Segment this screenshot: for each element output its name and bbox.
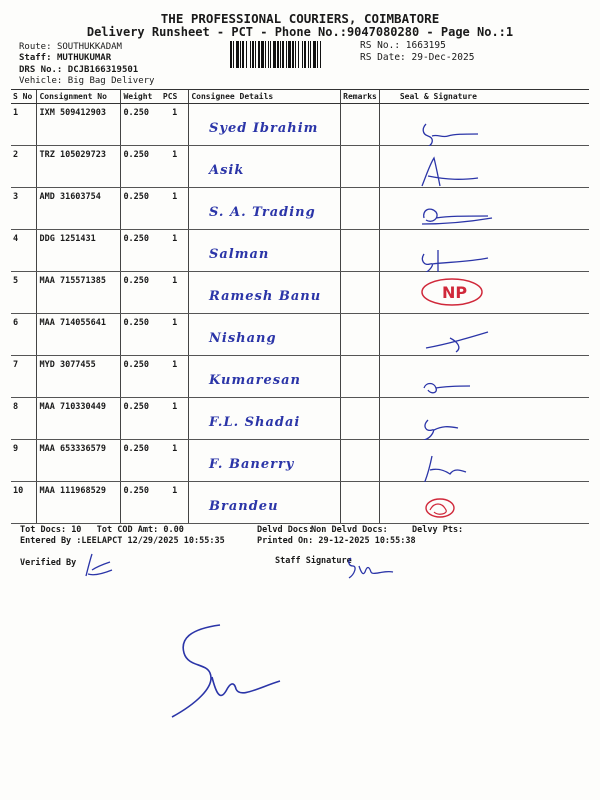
row-weight: 0.250 [121,482,161,524]
recipient-signature [426,332,488,352]
row-weight: 0.250 [121,272,161,314]
row-pcs: 1 [161,230,189,272]
row-sno: 8 [11,398,37,440]
row-signature [379,272,589,314]
barcode-bar [236,41,239,68]
row-sno: 4 [11,230,37,272]
header-pcs: PCS [161,90,189,104]
printed-on: Printed On: 29-12-2025 10:55:38 [257,536,416,546]
row-consignment: TRZ 105029723 [37,146,121,188]
barcode-bar [308,41,309,68]
recipient-signature [422,158,478,186]
barcode-bar [250,41,251,68]
row-consignee [189,398,341,440]
seal-stamp-mark [430,504,446,514]
row-consignment: MYD 3077455 [37,356,121,398]
staff-line: Staff: MUTHUKUMAR [19,53,112,63]
row-sno: 9 [11,440,37,482]
staff-signature-mark [343,552,403,584]
barcode-bar [310,41,311,68]
vehicle-line: Vehicle: Big Bag Delivery [19,76,155,86]
verified-by-label: Verified By [20,558,77,568]
handwritten-consignee-name: Salman [209,247,270,262]
np-stamp-text: NP [441,283,467,302]
recipient-signature [424,384,470,393]
runsheet-subtitle: Delivery Runsheet - PCT - Phone No.:9047080280 - Page No.:1 [86,25,514,39]
table-row [11,104,589,146]
row-remarks [341,440,380,482]
table-row [11,356,589,398]
header-remarks: Remarks [341,90,380,104]
recipient-signature [424,456,466,482]
header-consignment: Consignment No [37,90,121,104]
delvy-pts-label: Delvy Pts: [412,525,464,535]
barcode-bar [270,41,271,68]
barcode-bar [258,41,260,68]
route-value: SOUTHUKKADAM [56,42,122,52]
barcode-bar [313,41,316,68]
tot-docs-value: 10 [71,525,82,535]
table-row [11,482,589,524]
drs-line: DRS No.: DCJB166319501 [19,65,139,75]
row-pcs: 1 [161,272,189,314]
row-remarks [341,230,380,272]
row-consignment: MAA 715571385 [37,272,121,314]
barcode-bar [298,41,299,68]
row-remarks [341,146,380,188]
row-pcs: 1 [161,314,189,356]
table-row [11,272,589,314]
row-pcs: 1 [161,146,189,188]
row-consignee [189,188,341,230]
handwritten-consignee-name: Ramesh Banu [209,289,322,304]
row-weight: 0.250 [121,314,161,356]
header-seal: Seal & Signature [379,90,589,104]
row-weight: 0.250 [121,440,161,482]
barcode-bar [273,41,276,68]
barcode-bar [286,41,287,68]
delvd-docs-label: Delvd Docs: [257,525,314,535]
handwritten-consignee-name: S. A. Trading [209,205,317,220]
table-row [11,230,589,272]
row-signature [379,398,589,440]
row-signature [379,314,589,356]
barcode-bar [295,41,296,68]
staff-signature-label: Staff Signature [275,556,352,566]
handwritten-consignee-name: Syed Ibrahim [209,121,319,136]
drs-value: DCJB166319501 [67,65,139,75]
row-consignment: MAA 111968529 [37,482,121,524]
barcode-bar [277,41,279,68]
barcode-bar [304,41,306,68]
barcode-bar [240,41,241,68]
row-remarks [341,314,380,356]
row-remarks [341,398,380,440]
table-row [11,398,589,440]
row-weight: 0.250 [121,398,161,440]
handwritten-consignee-name: Asik [209,163,245,178]
handwritten-consignee-name: Nishang [209,331,277,346]
barcode-bar [255,41,256,68]
row-signature [379,230,589,272]
row-consignment: MAA 714055641 [37,314,121,356]
row-weight: 0.250 [121,104,161,146]
recipient-signature [422,250,488,272]
row-pcs: 1 [161,440,189,482]
rs-no-value: 1663195 [405,40,446,51]
barcode-bar [302,41,303,68]
recipient-signature [422,209,492,224]
row-remarks [341,104,380,146]
row-signature [379,146,589,188]
handwritten-consignee-name: F.L. Shadai [209,415,301,430]
footer-totals: Tot Docs: 10 Tot COD Amt: 0.00 [20,525,184,535]
row-sno: 1 [11,104,37,146]
barcode-bar [268,41,269,68]
row-consignee [189,230,341,272]
row-signature [379,482,589,524]
row-remarks [341,188,380,230]
vehicle-value: Big Bag Delivery [67,76,155,86]
barcode-bar [320,41,321,68]
recipient-signature [424,420,458,440]
barcode-bar [233,41,234,68]
row-consignee [189,272,341,314]
row-pcs: 1 [161,188,189,230]
barcode-bar [265,41,266,68]
barcode-bar [317,41,318,68]
barcode-bar [242,41,244,68]
header-consignee: Consignee Details [189,90,341,104]
row-consignee [189,314,341,356]
row-consignee [189,146,341,188]
row-pcs: 1 [161,356,189,398]
barcode-bar [288,41,291,68]
row-signature [379,356,589,398]
row-sno: 6 [11,314,37,356]
row-consignment: MAA 653336579 [37,440,121,482]
table-row [11,314,589,356]
staff-value: MUTHUKUMAR [56,53,112,63]
barcode-image [230,41,355,68]
row-sno: 5 [11,272,37,314]
row-consignee [189,482,341,524]
barcode-bar [280,41,281,68]
row-pcs: 1 [161,398,189,440]
table-header-row [11,90,589,104]
header-sno: S No [11,90,37,104]
non-delvd-docs-label: Non Delvd Docs: [311,525,388,535]
table-row [11,188,589,230]
recipient-signature [423,124,478,146]
barcode-bar [252,41,254,68]
row-weight: 0.250 [121,230,161,272]
row-pcs: 1 [161,104,189,146]
company-title: THE PROFESSIONAL COURIERS, COIMBATORE [160,11,440,26]
tot-cod-value: 0.00 [163,525,184,535]
entered-by: Entered By :LEELAPCT 12/29/2025 10:55:35 [20,536,225,546]
row-remarks [341,482,380,524]
row-weight: 0.250 [121,146,161,188]
rs-no-line: RS No.: 1663195 [360,40,446,51]
large-staff-signature [150,615,290,725]
row-pcs: 1 [161,482,189,524]
row-signature [379,440,589,482]
barcode-bar [246,41,247,68]
barcode-bar [282,41,284,68]
row-sno: 3 [11,188,37,230]
barcode-bar [292,41,294,68]
route-line: Route: SOUTHUKKADAM [19,42,122,52]
barcode-bar [261,41,264,68]
rs-date-value: 29-Dec-2025 [411,52,475,63]
header-weight: Weight [121,90,161,104]
barcode-bar [230,41,232,68]
row-remarks [341,272,380,314]
row-consignee [189,104,341,146]
row-weight: 0.250 [121,356,161,398]
verified-by-signature [78,550,118,580]
table-row [11,146,589,188]
row-consignment: MAA 710330449 [37,398,121,440]
handwritten-consignee-name: Kumaresan [209,373,302,388]
row-consignment: AMD 31603754 [37,188,121,230]
row-signature [379,188,589,230]
runsheet-table [11,89,589,524]
row-sno: 2 [11,146,37,188]
row-weight: 0.250 [121,188,161,230]
row-consignment: IXM 509412903 [37,104,121,146]
row-sno: 7 [11,356,37,398]
handwritten-consignee-name: Brandeu [209,499,279,514]
row-sno: 10 [11,482,37,524]
row-consignee [189,440,341,482]
row-remarks [341,356,380,398]
handwritten-consignee-name: F. Banerry [209,457,295,472]
row-signature [379,104,589,146]
table-row [11,440,589,482]
row-consignee [189,356,341,398]
rs-date-line: RS Date: 29-Dec-2025 [360,52,475,63]
row-consignment: DDG 1251431 [37,230,121,272]
